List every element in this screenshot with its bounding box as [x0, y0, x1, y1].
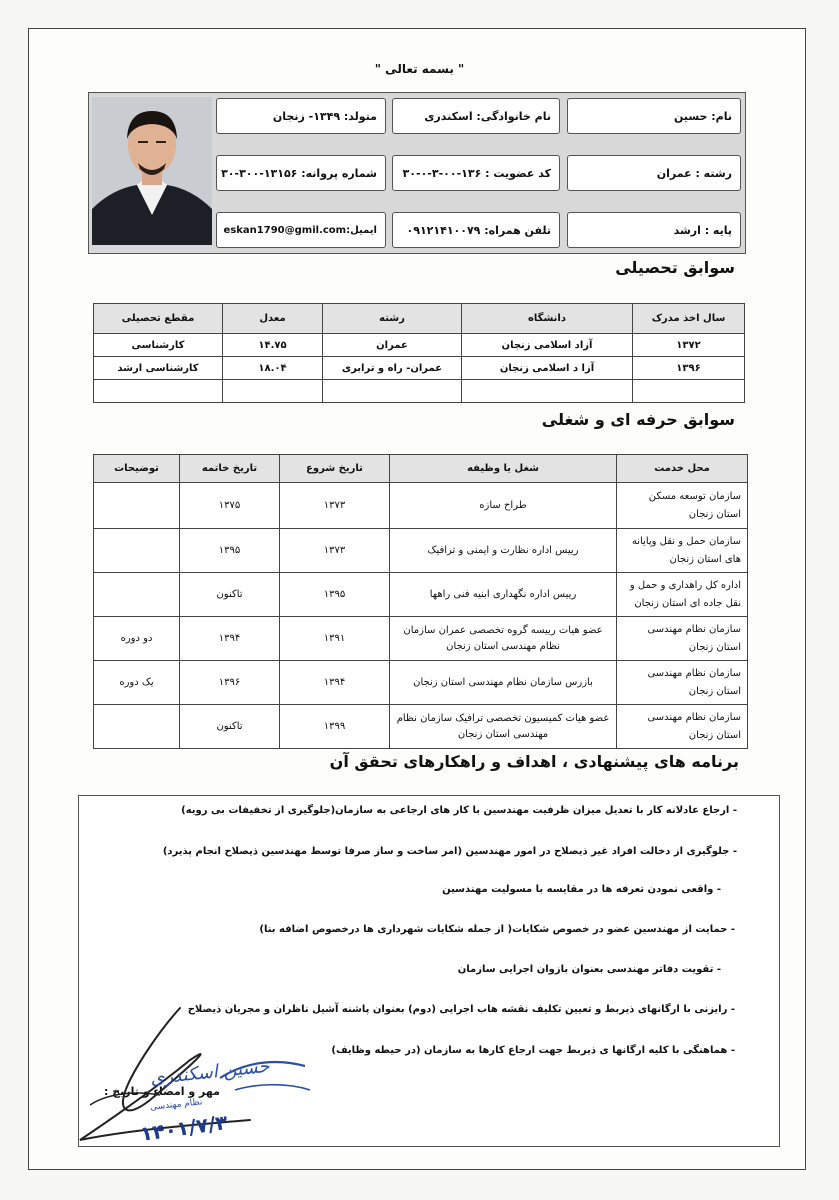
- table-cell: سازمان نظام مهندسی استان زنجان: [617, 617, 748, 661]
- edu-header-year: سال اخذ مدرک: [633, 304, 745, 334]
- table-cell: ۱۳۹۶: [180, 661, 280, 705]
- table-cell: ۱۳۹۱: [280, 617, 390, 661]
- table-cell: سازمان توسعه مسکن استان زنجان: [617, 483, 748, 529]
- education-section-title: سوابق تحصیلی: [615, 258, 735, 277]
- table-cell: ۱۳۹۵: [180, 529, 280, 573]
- family-name-field: نام خانوادگی: اسکندری: [392, 98, 560, 134]
- table-cell: ۱۴.۷۵: [223, 334, 323, 357]
- list-item: - تقویت دفاتر مهندسی بعنوان بازوان اجرایی سازمان: [457, 964, 721, 975]
- edu-header-field: رشته: [323, 304, 462, 334]
- name-field: نام: حسین: [567, 98, 741, 134]
- table-cell: بازرس سازمان نظام مهندسی استان زنجان: [390, 661, 617, 705]
- table-cell: کارشناسی: [94, 334, 223, 357]
- table-cell: [94, 483, 180, 529]
- table-cell: ۱۳۹۴: [280, 661, 390, 705]
- table-row: [94, 705, 748, 749]
- table-cell: تاکنون: [180, 705, 280, 749]
- table-cell: عمران: [323, 334, 462, 357]
- career-table: [93, 454, 748, 749]
- table-cell: عضو هیات کمیسیون تخصصی ترافیک سازمان نظام مهندسی استان زنجان: [390, 705, 617, 749]
- career-header-end: تاریخ خاتمه: [180, 455, 280, 483]
- table-cell: کارشناسی ارشد: [94, 357, 223, 380]
- table-row: [94, 617, 748, 661]
- table-cell: [323, 380, 462, 403]
- table-row: [94, 573, 748, 617]
- table-cell: سازمان حمل و نقل وپایانه های استان زنجان: [617, 529, 748, 573]
- list-item: - ارجاع عادلانه کار با تعدیل میزان ظرفیت مهندسین با کار های ارجاعی به سازمان(جلوگیری از تخفیفات بی رویه): [181, 805, 737, 816]
- member-code-field: کد عضویت : ۱۳۶-۰۰-۳-۰-۳۰: [392, 155, 560, 191]
- table-cell: ۱۳۹۴: [180, 617, 280, 661]
- list-item: - هماهنگی با کلیه ارگانها ی ذیربط جهت ارجاع کارها به سازمان (در حیطه وظایف): [331, 1045, 735, 1056]
- table-cell: ۱۸.۰۴: [223, 357, 323, 380]
- table-cell: رییس اداره نظارت و ایمنی و ترافیک: [390, 529, 617, 573]
- table-cell: ۱۳۷۳: [280, 529, 390, 573]
- education-table: [93, 303, 745, 403]
- stamp-text: نظام مهندسی: [149, 1097, 203, 1113]
- edu-header-level: مقطع تحصیلی: [94, 304, 223, 334]
- table-row: [94, 661, 748, 705]
- table-cell: ۱۳۹۶: [633, 357, 745, 380]
- table-cell: سازمان نظام مهندسی استان زنجان: [617, 661, 748, 705]
- list-item: - حمایت از مهندسین عضو در خصوص شکایات( از جمله شکایات شهرداری ها درخصوص اضافه بنا): [259, 924, 735, 935]
- table-cell: دو دوره: [94, 617, 180, 661]
- career-header-start: تاریخ شروع: [280, 455, 390, 483]
- table-cell: [94, 573, 180, 617]
- table-cell: [94, 529, 180, 573]
- table-cell: ۱۳۹۵: [280, 573, 390, 617]
- mobile-field: تلفن همراه: ۰۹۱۲۱۴۱۰۰۷۹: [392, 212, 560, 248]
- career-header-notes: توضیحات: [94, 455, 180, 483]
- programs-section-title: برنامه های پیشنهادی ، اهداف و راهکارهای تحقق آن: [329, 752, 739, 771]
- table-cell: ۱۳۷۳: [280, 483, 390, 529]
- table-cell: اداره کل راهداری و حمل و نقل جاده ای استان زنجان: [617, 573, 748, 617]
- table-cell: عمران- راه و ترابری: [323, 357, 462, 380]
- profile-photo: [92, 97, 212, 245]
- table-cell: رییس اداره نگهداری ابنیه فنی راهها: [390, 573, 617, 617]
- page-title: " بسمه تعالی ": [374, 62, 465, 76]
- list-item: - رایزنی با ارگانهای ذیربط و تعیین تکلیف نقشه هاب اجرایی (دوم) بعنوان پاشنه آشیل ناظران و مجریان ذیصلاح: [187, 1004, 735, 1015]
- table-cell: عضو هیات رییسه گروه تخصصی عمران سازمان نظام مهندسی استان زنجان: [390, 617, 617, 661]
- table-cell: ۱۳۹۹: [280, 705, 390, 749]
- career-section-title: سوابق حرفه ای و شغلی: [541, 410, 735, 429]
- field-of-study-field: رشته : عمران: [567, 155, 741, 191]
- birth-field: متولد: ۱۳۴۹- زنجان: [216, 98, 386, 134]
- table-row: [94, 334, 745, 357]
- table-cell: [633, 380, 745, 403]
- table-cell: [94, 705, 180, 749]
- table-cell: [94, 380, 223, 403]
- table-cell: یک دوره: [94, 661, 180, 705]
- table-cell: [223, 380, 323, 403]
- signature-date: ۱۴۰۱/۷/۳: [138, 1110, 230, 1146]
- table-cell: ۱۳۷۵: [180, 483, 280, 529]
- career-header-role: شغل یا وظیفه: [390, 455, 617, 483]
- table-row: [94, 483, 748, 529]
- list-item: - واقعی نمودن تعرفه ها در مقایسه با مسولیت مهندسین: [442, 884, 721, 895]
- table-cell: آزاد اسلامی زنجان: [462, 334, 633, 357]
- table-cell: [462, 380, 633, 403]
- table-cell: طراح سازه: [390, 483, 617, 529]
- license-number-field: شماره پروانه: ۱۳۱۵۶-۳۰۰-۳۰: [216, 155, 386, 191]
- signature-label: مهر و امضاء و تاریخ :: [104, 1085, 220, 1098]
- degree-field: پایه : ارشد: [567, 212, 741, 248]
- edu-header-gpa: معدل: [223, 304, 323, 334]
- table-cell: تاکنون: [180, 573, 280, 617]
- table-cell: ۱۳۷۲: [633, 334, 745, 357]
- table-row: [94, 529, 748, 573]
- list-item: - جلوگیری از دخالت افراد غیر ذیصلاح در امور مهندسین (امر ساخت و ساز صرفا توسط مهندسین ذیصلاح انجام پذیرد): [162, 846, 737, 857]
- table-cell: آزا د اسلامی زنجان: [462, 357, 633, 380]
- handwritten-name: حسین اسکندری: [149, 1055, 271, 1090]
- career-header-place: محل خدمت: [617, 455, 748, 483]
- table-row: [94, 357, 745, 380]
- table-cell: سازمان نظام مهندسی استان زنجان: [617, 705, 748, 749]
- table-row: [94, 380, 745, 403]
- edu-header-university: دانشگاه: [462, 304, 633, 334]
- email-field: ایمیل:eskan1790@gmil.com: [216, 212, 386, 248]
